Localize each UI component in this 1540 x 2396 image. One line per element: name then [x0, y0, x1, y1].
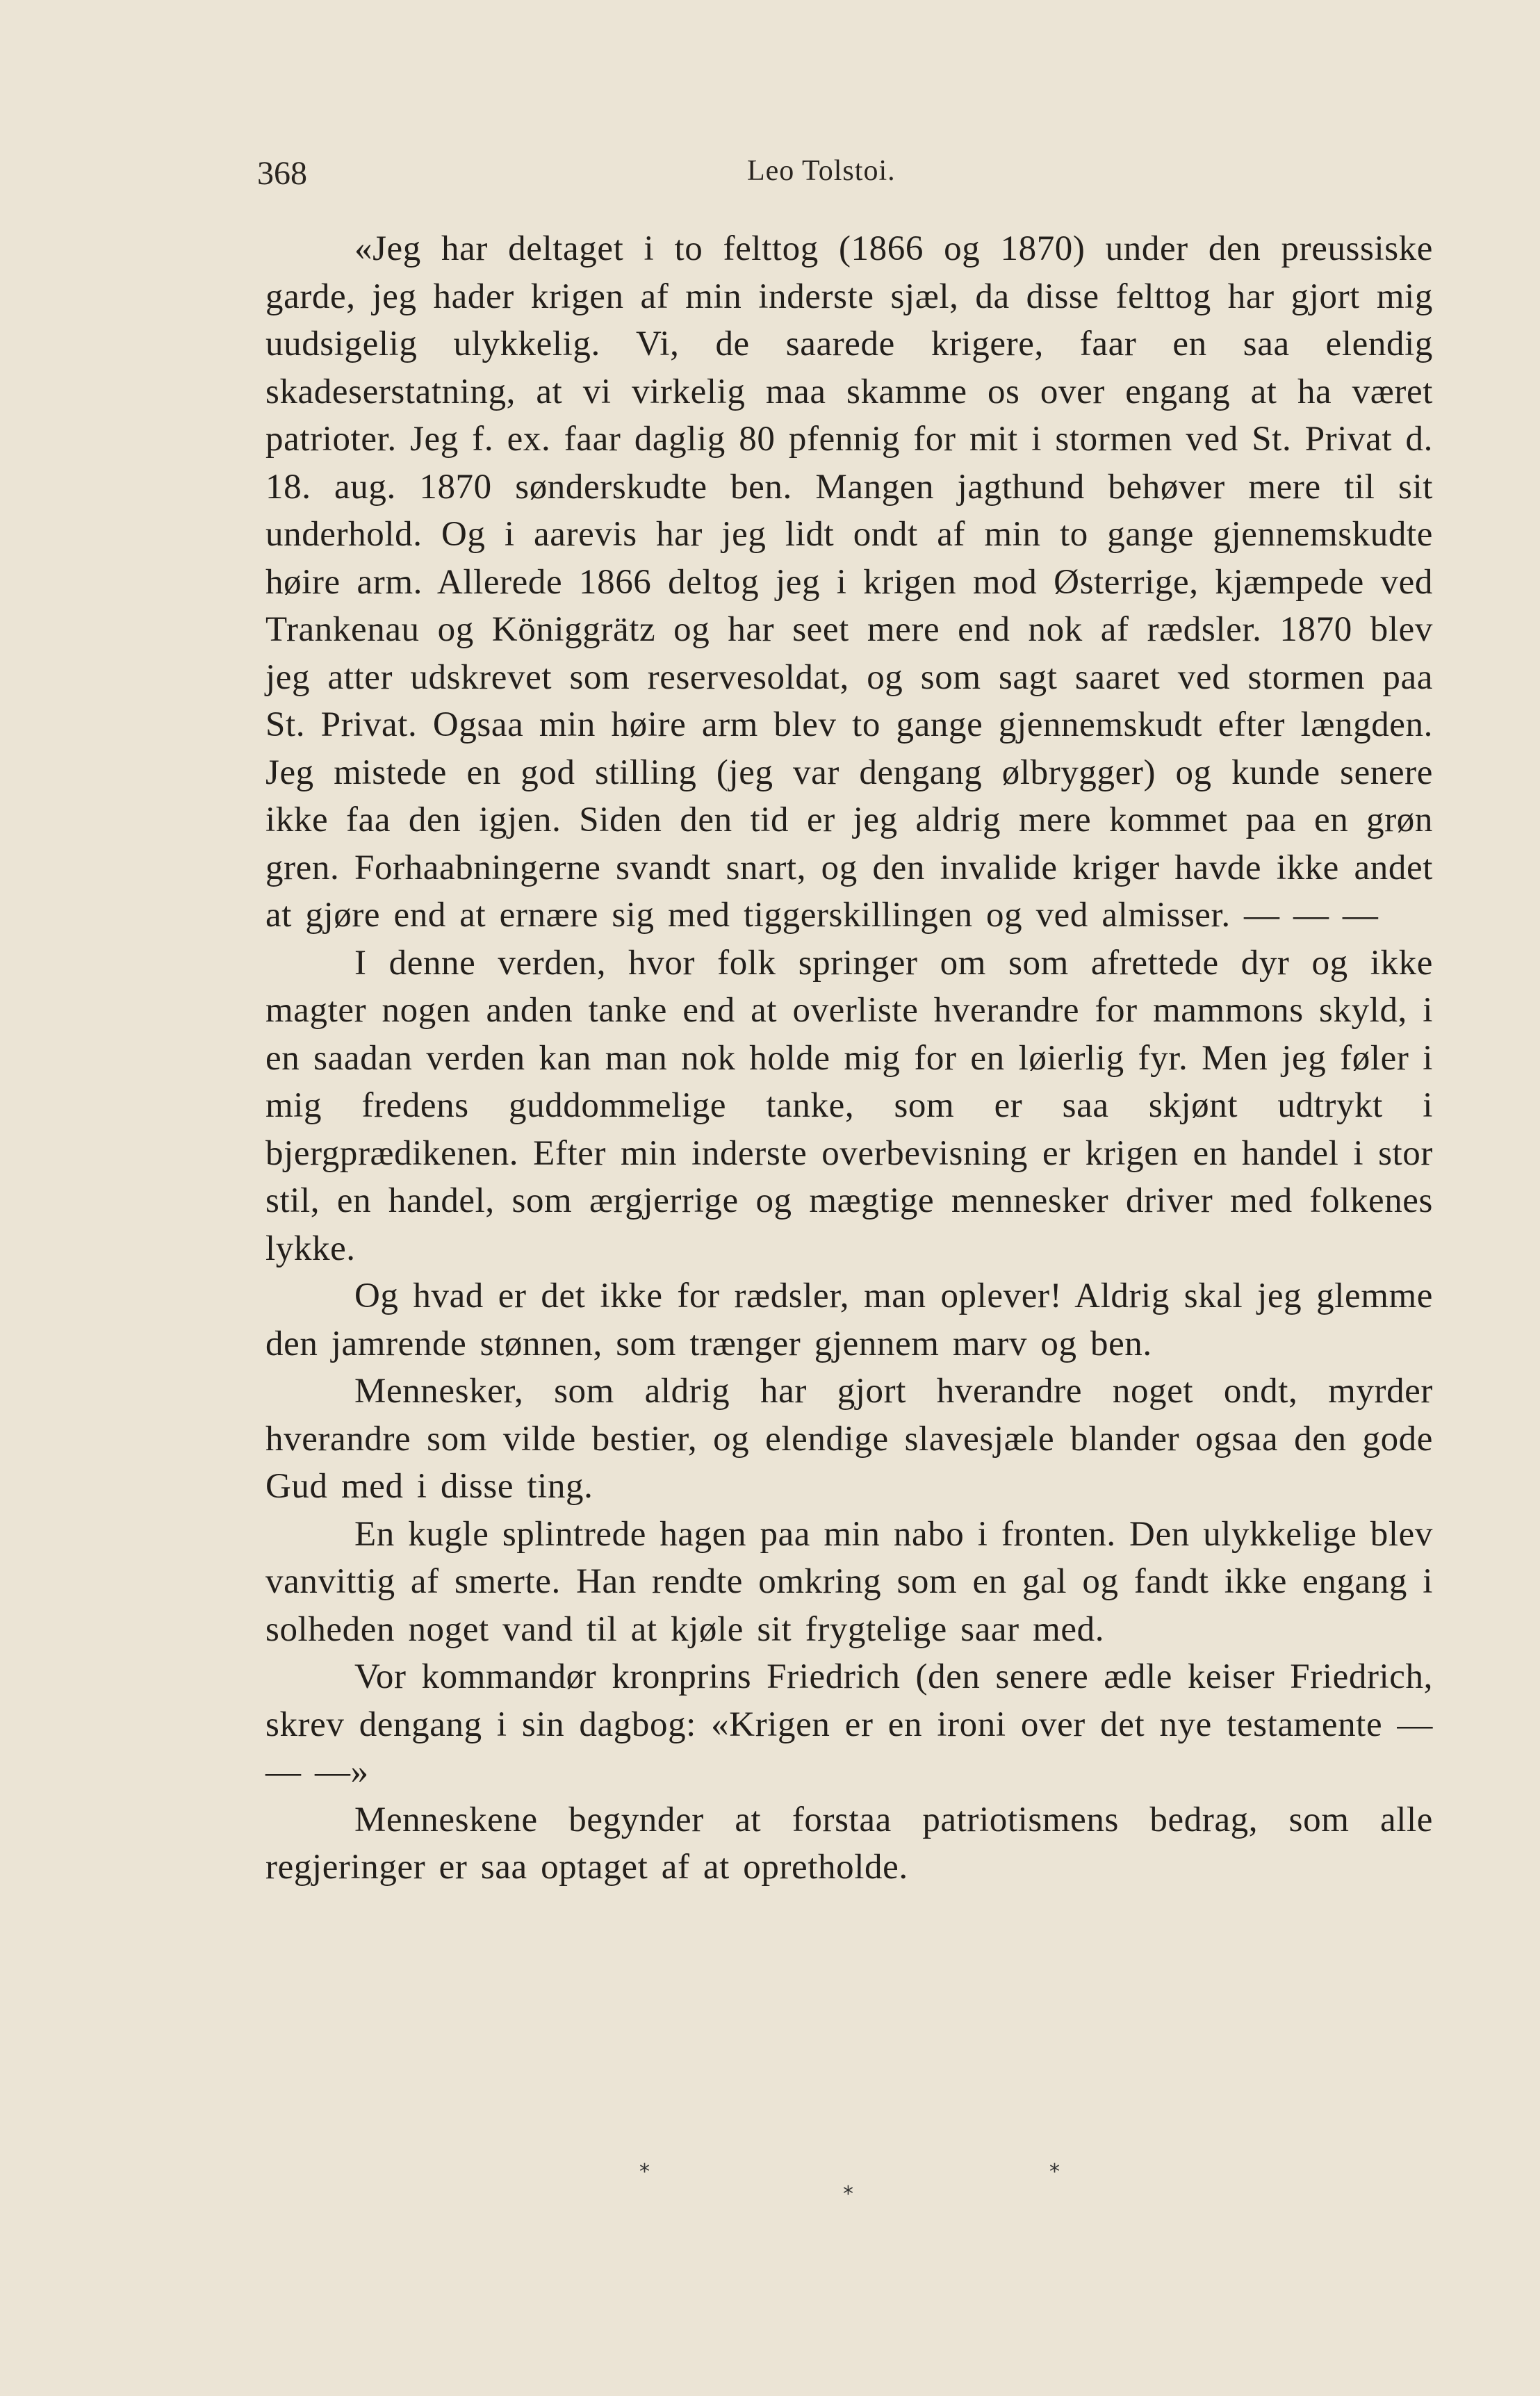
page-number: 368 [257, 155, 307, 192]
body-text [265, 225, 1433, 1892]
paragraph: Og hvad er det ikke for rædsler, man oplever! Aldrig skal jeg glemme den jamrende stønnen, som trænger gjennem marv og ben. [265, 1277, 1433, 1363]
asterisk-icon: * [843, 2182, 853, 2206]
asterisk-icon: * [1049, 2160, 1060, 2184]
paragraph: «Jeg har deltaget i to felttog (1866 og 1870) under den preussiske garde, jeg hader krigen af min inderste sjæl, da disse felttog har gjort mig uudsigelig ulykkelig. Vi, de saarede krigere, faar en saa elendig skadeserstatning, at vi virkelig maa skamme os over engang at ha været patrioter. Jeg f. ex. faar daglig 80 pfennig for mit i stormen ved St. Privat d. 18. aug. 1870 sønderskudte ben. Mangen jagthund behøver mere til sit underhold. Og i aarevis har jeg lidt ondt af min to gange gjennemskudte høire arm. Allerede 1866 deltog jeg i krigen mod Østerrige, kjæmpede ved Trankenau og Königgrätz og har seet mere end nok af rædsler. 1870 blev jeg atter udskrevet som reservesoldat, og som sagt saaret ved stormen paa St. Privat. Ogsaa min høire arm blev to gange gjennemskudt efter længden. Jeg mistede en god stilling (jeg var dengang ølbrygger) og kunde senere ikke faa den igjen. Siden den tid er jeg aldrig mere kommet paa en grøn gren. Forhaabningerne svandt snart, og den invalide kriger havde ikke andet at gjøre end at ernære sig med tiggerskillingen og ved almisser. — — — [265, 229, 1433, 935]
running-head: Leo Tolstoi. [747, 155, 896, 187]
section-break-asterism [0, 2147, 1540, 2231]
paragraph: En kugle splintrede hagen paa min nabo i fronten. Den ulykkelige blev vanvittig af smerte. Han rendte omkring som en gal og fandt ikke engang i solheden noget vand til at kjøle sit frygtelige saar med. [265, 1514, 1433, 1649]
page-header [257, 147, 1432, 196]
asterisk-icon: * [639, 2160, 650, 2184]
paragraph: Menneskene begynder at forstaa patriotismens bedrag, som alle regjeringer er saa optaget af at opretholde. [265, 1800, 1433, 1887]
paragraph: Vor kommandør kronprins Friedrich (den senere ædle keiser Friedrich, skrev dengang i sin dagbog: «Krigen er en ironi over det nye testamente — — —» [265, 1657, 1433, 1791]
paragraph: Mennesker, som aldrig har gjort hverandre noget ondt, myrder hverandre som vilde bestier, og elendige slavesjæle blander ogsaa den gode Gud med i disse ting. [265, 1372, 1433, 1506]
paragraph: I denne verden, hvor folk springer om som afrettede dyr og ikke magter nogen anden tanke end at overliste hverandre for mammons skyld, i en saadan verden kan man nok holde mig for en løierlig fyr. Men jeg føler i mig fredens guddommelige tanke, som er saa skjønt udtrykt i bjergprædikenen. Efter min inderste overbevisning er krigen en handel i stor stil, en handel, som ærgjerrige og mægtige mennesker driver med folkenes lykke. [265, 943, 1433, 1268]
